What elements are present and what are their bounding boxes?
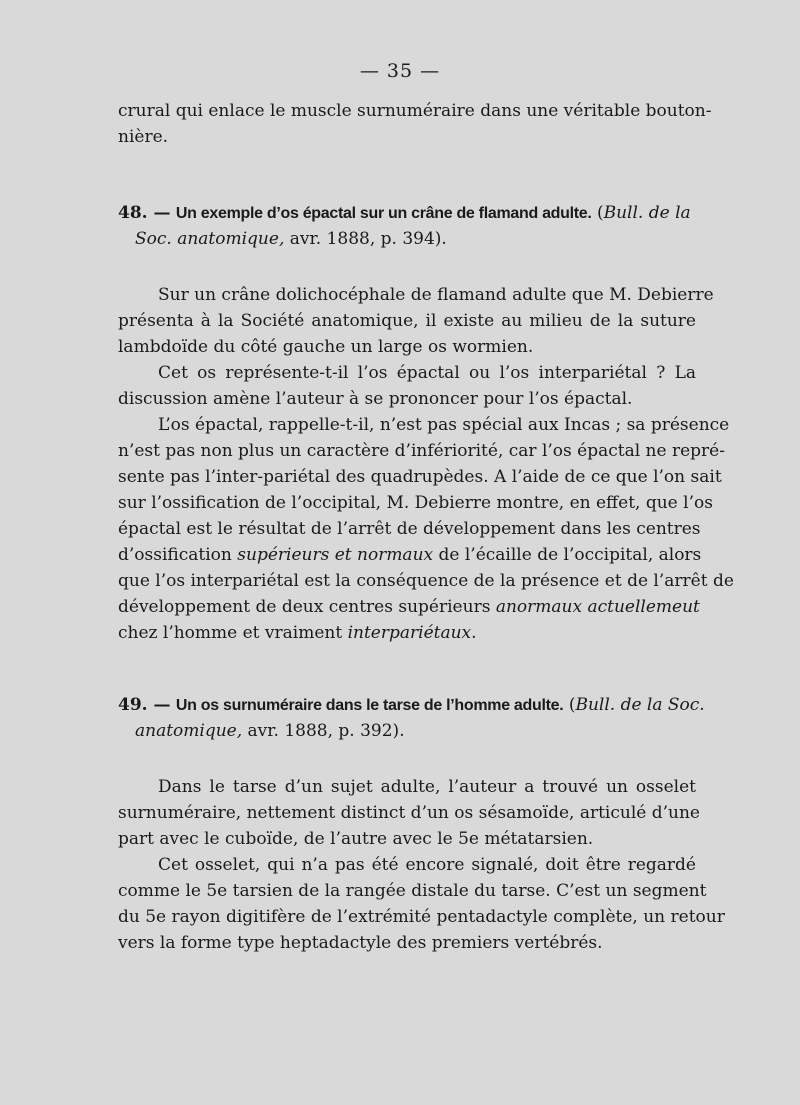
- text-line: Sur un crâne dolichocéphale de flamand adulte que M. Debierre: [158, 285, 714, 305]
- italic-text: interpariétaux: [347, 623, 472, 643]
- citation-open: (: [568, 695, 576, 715]
- text-line: n’est pas non plus un caractère d’infériorité, car l’os épactal ne repré-: [118, 441, 725, 461]
- entry-number: 49. —: [118, 695, 171, 715]
- text-line: épactal est le résultat de l’arrêt de développement dans les centres: [118, 519, 701, 539]
- text-line: Cet osselet, qui n’a pas été encore signalé, doit être regardé: [158, 855, 696, 875]
- text-span: d’ossification: [118, 545, 232, 565]
- text-line: part avec le cuboïde, de l’autre avec le 5e métatarsien.: [118, 829, 594, 849]
- entry-49-heading: [118, 692, 705, 719]
- text-line: L’os épactal, rappelle-t-il, n’est pas spécial aux Incas ; sa présence: [158, 415, 730, 435]
- entry-48-heading: [118, 200, 696, 227]
- text-line: du 5e rayon digitifère de l’extrémité pentadactyle complète, un retour: [118, 907, 725, 927]
- journal-name: Soc. anatomique,: [135, 229, 285, 249]
- text-line: discussion amène l’auteur à se prononcer pour l’os épactal.: [118, 389, 633, 409]
- citation-detail: avr. 1888, p. 392).: [247, 721, 405, 741]
- journal-name: Bull. de la Soc.: [575, 695, 705, 715]
- text-line: lambdoïde du côté gauche un large os wormien.: [118, 337, 534, 357]
- text-line: sente pas l’inter-pariétal des quadrupèdes. A l’aide de ce que l’on sait: [118, 467, 722, 487]
- entry-49-citation: [135, 718, 696, 744]
- text-line: [118, 594, 700, 620]
- journal-name: Bull. de la: [603, 203, 691, 223]
- text-line: surnuméraire, nettement distinct d’un os sésamoïde, articulé d’une: [118, 803, 700, 823]
- citation-detail: avr. 1888, p. 394).: [289, 229, 447, 249]
- text-line: Dans le tarse d’un sujet adulte, l’auteur a trouvé un osselet: [158, 777, 696, 797]
- text-line: vers la forme type heptadactyle des premiers vertébrés.: [118, 933, 603, 953]
- entry-title: Un exemple d’os épactal sur un crâne de flamand adulte.: [175, 205, 592, 222]
- text-line: comme le 5e tarsien de la rangée distale du tarse. C’est un segment: [118, 881, 707, 901]
- text-line: [118, 542, 702, 568]
- journal-name: anatomique,: [135, 721, 243, 741]
- text-line: présenta à la Société anatomique, il existe au milieu de la suture: [118, 311, 696, 331]
- text-span: chez l’homme et vraiment: [118, 623, 343, 643]
- text-line: crural qui enlace le muscle surnuméraire dans une véritable bouton-: [118, 101, 712, 121]
- text-line: Cet os représente-t-il l’os épactal ou l’os interpariétal ? La: [158, 363, 696, 383]
- text-span: de l’écaille de l’occipital, alors: [438, 545, 702, 565]
- text-span: .: [471, 623, 477, 643]
- text-line: que l’os interpariétal est la conséquence de la présence et de l’arrêt de: [118, 571, 734, 591]
- italic-text: supérieurs et normaux: [237, 545, 434, 565]
- entry-48-citation: [135, 226, 696, 252]
- entry-title: Un os surnuméraire dans le tarse de l’homme adulte.: [175, 697, 564, 714]
- page-number: — 35 —: [359, 60, 441, 82]
- text-line: [118, 620, 696, 646]
- text-line: nière.: [118, 127, 169, 147]
- text-line: sur l’ossification de l’occipital, M. Debierre montre, en effet, que l’os: [118, 493, 713, 513]
- italic-text: anormaux actuellemeut: [495, 597, 700, 617]
- citation-open: (: [596, 203, 604, 223]
- text-span: développement de deux centres supérieurs: [118, 597, 491, 617]
- entry-number: 48. —: [118, 203, 171, 223]
